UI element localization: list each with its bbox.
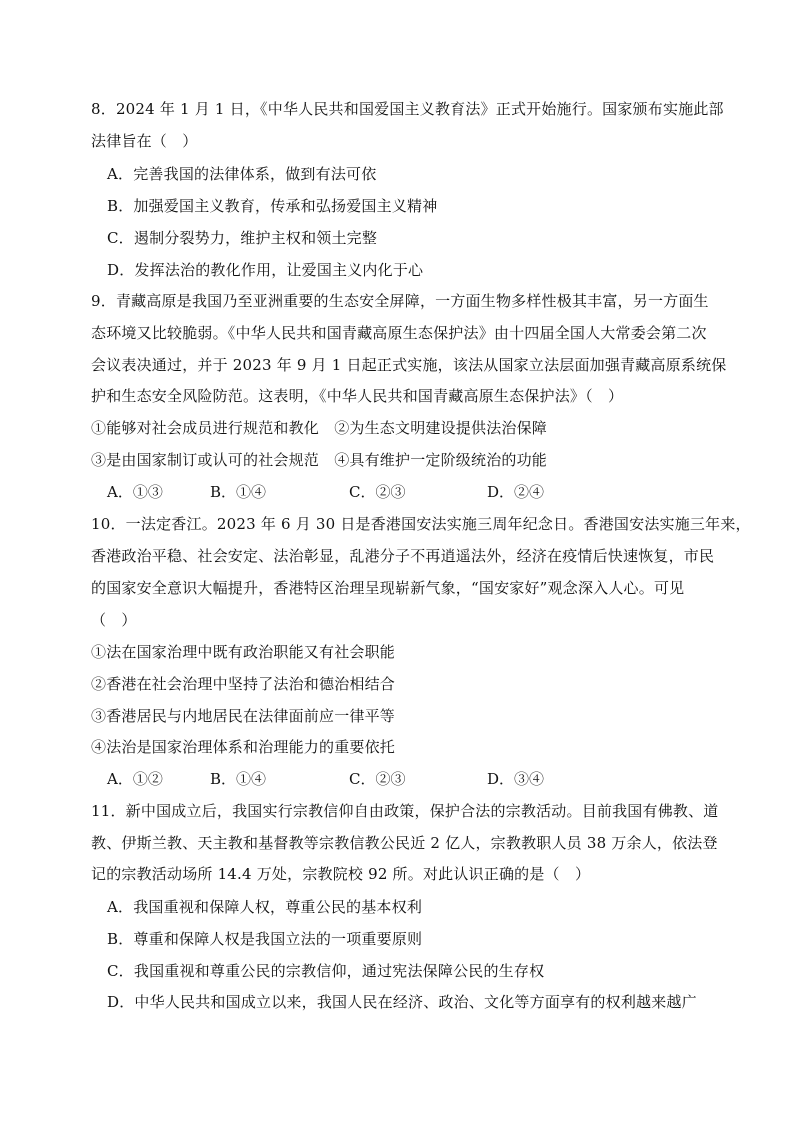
q8-stem-line-2: 法律旨在（ ） <box>91 132 198 150</box>
q10-choice-b: B．①④ <box>210 770 267 788</box>
q10-choice-d: D．③④ <box>487 770 545 788</box>
q9-stem-line-4: 护和生态安全风险防范。这表明，《中华人民共和国青藏高原生态保护法》（ ） <box>91 387 624 405</box>
q8-option-c: C．遏制分裂势力，维护主权和领土完整 <box>107 229 378 247</box>
q10-statement-3: ③香港居民与内地居民在法律面前应一律平等 <box>91 707 396 725</box>
q11-option-c: C．我国重视和尊重公民的宗教信仰，通过宪法保障公民的生存权 <box>107 962 545 980</box>
q9-choice-c: C．②③ <box>349 483 406 501</box>
q10-stem-line-2: 香港政治平稳、社会安定、法治彰显，乱港分子不再逍遥法外，经济在疫情后快速恢复，市民 <box>91 547 715 565</box>
q11-stem-line-3: 记的宗教活动场所 14.4 万处，宗教院校 92 所。对此认识正确的是（ ） <box>91 865 591 883</box>
q11-option-a: A．我国重视和保障人权，尊重公民的基本权利 <box>107 898 423 916</box>
q10-statement-4: ④法治是国家治理体系和治理能力的重要依托 <box>91 738 396 756</box>
q9-choice-a: A．①③ <box>107 483 163 501</box>
q10-statement-1: ①法在国家治理中既有政治职能又有社会职能 <box>91 643 396 661</box>
q9-choice-b: B．①④ <box>210 483 267 501</box>
q11-option-b: B．尊重和保障人权是我国立法的一项重要原则 <box>107 930 423 948</box>
q10-stem-line-4: （ ） <box>91 611 137 629</box>
q8-option-b: B．加强爱国主义教育，传承和弘扬爱国主义精神 <box>107 197 438 215</box>
q11-stem-line-1: 11．新中国成立后，我国实行宗教信仰自由政策，保护合法的宗教活动。目前我国有佛教、道 <box>91 802 719 820</box>
q10-stem-line-1: 10．一法定香江。2023 年 6 月 30 日是香港国安法实施三周年纪念日。香港国安法实施三年来， <box>91 515 751 533</box>
q9-stem-line-2: 态环境又比较脆弱。《中华人民共和国青藏高原生态保护法》由十四届全国人大常委会第二次 <box>91 324 707 342</box>
q10-statement-2: ②香港在社会治理中坚持了法治和德治相结合 <box>91 675 396 693</box>
q9-choice-d: D．②④ <box>487 483 545 501</box>
q8-option-d: D．发挥法治的教化作用，让爱国主义内化于心 <box>107 261 424 279</box>
q10-choice-c: C．②③ <box>349 770 406 788</box>
q9-stem-line-3: 会议表决通过，并于 2023 年 9 月 1 日起正式实施，该法从国家立法层面加强青藏高原系统保 <box>91 356 727 374</box>
q8-stem-line-1: 8．2024 年 1 月 1 日，《中华人民共和国爱国主义教育法》正式开始施行。国家颁布实施此部 <box>91 100 724 118</box>
q9-statement-row-1: ①能够对社会成员进行规范和教化 ②为生态文明建设提供法治保障 <box>91 419 548 437</box>
q11-option-d: D．中华人民共和国成立以来，我国人民在经济、政治、文化等方面享有的权利越来越广 <box>107 993 697 1011</box>
q10-choice-a: A．①② <box>107 770 163 788</box>
q9-statement-row-2: ③是由国家制订或认可的社会规范 ④具有维护一定阶级统治的功能 <box>91 451 548 469</box>
q10-stem-line-3: 的国家安全意识大幅提升，香港特区治理呈现崭新气象，“国安家好”观念深入人心。可见 <box>91 579 685 597</box>
q8-option-a: A．完善我国的法律体系，做到有法可依 <box>107 165 377 183</box>
q9-stem-line-1: 9．青藏高原是我国乃至亚洲重要的生态安全屏障，一方面生物多样性极其丰富，另一方面生 <box>91 292 709 310</box>
q11-stem-line-2: 教、伊斯兰教、天主教和基督教等宗教信教公民近 2 亿人，宗教教职人员 38 万余人，依法登 <box>91 834 718 852</box>
